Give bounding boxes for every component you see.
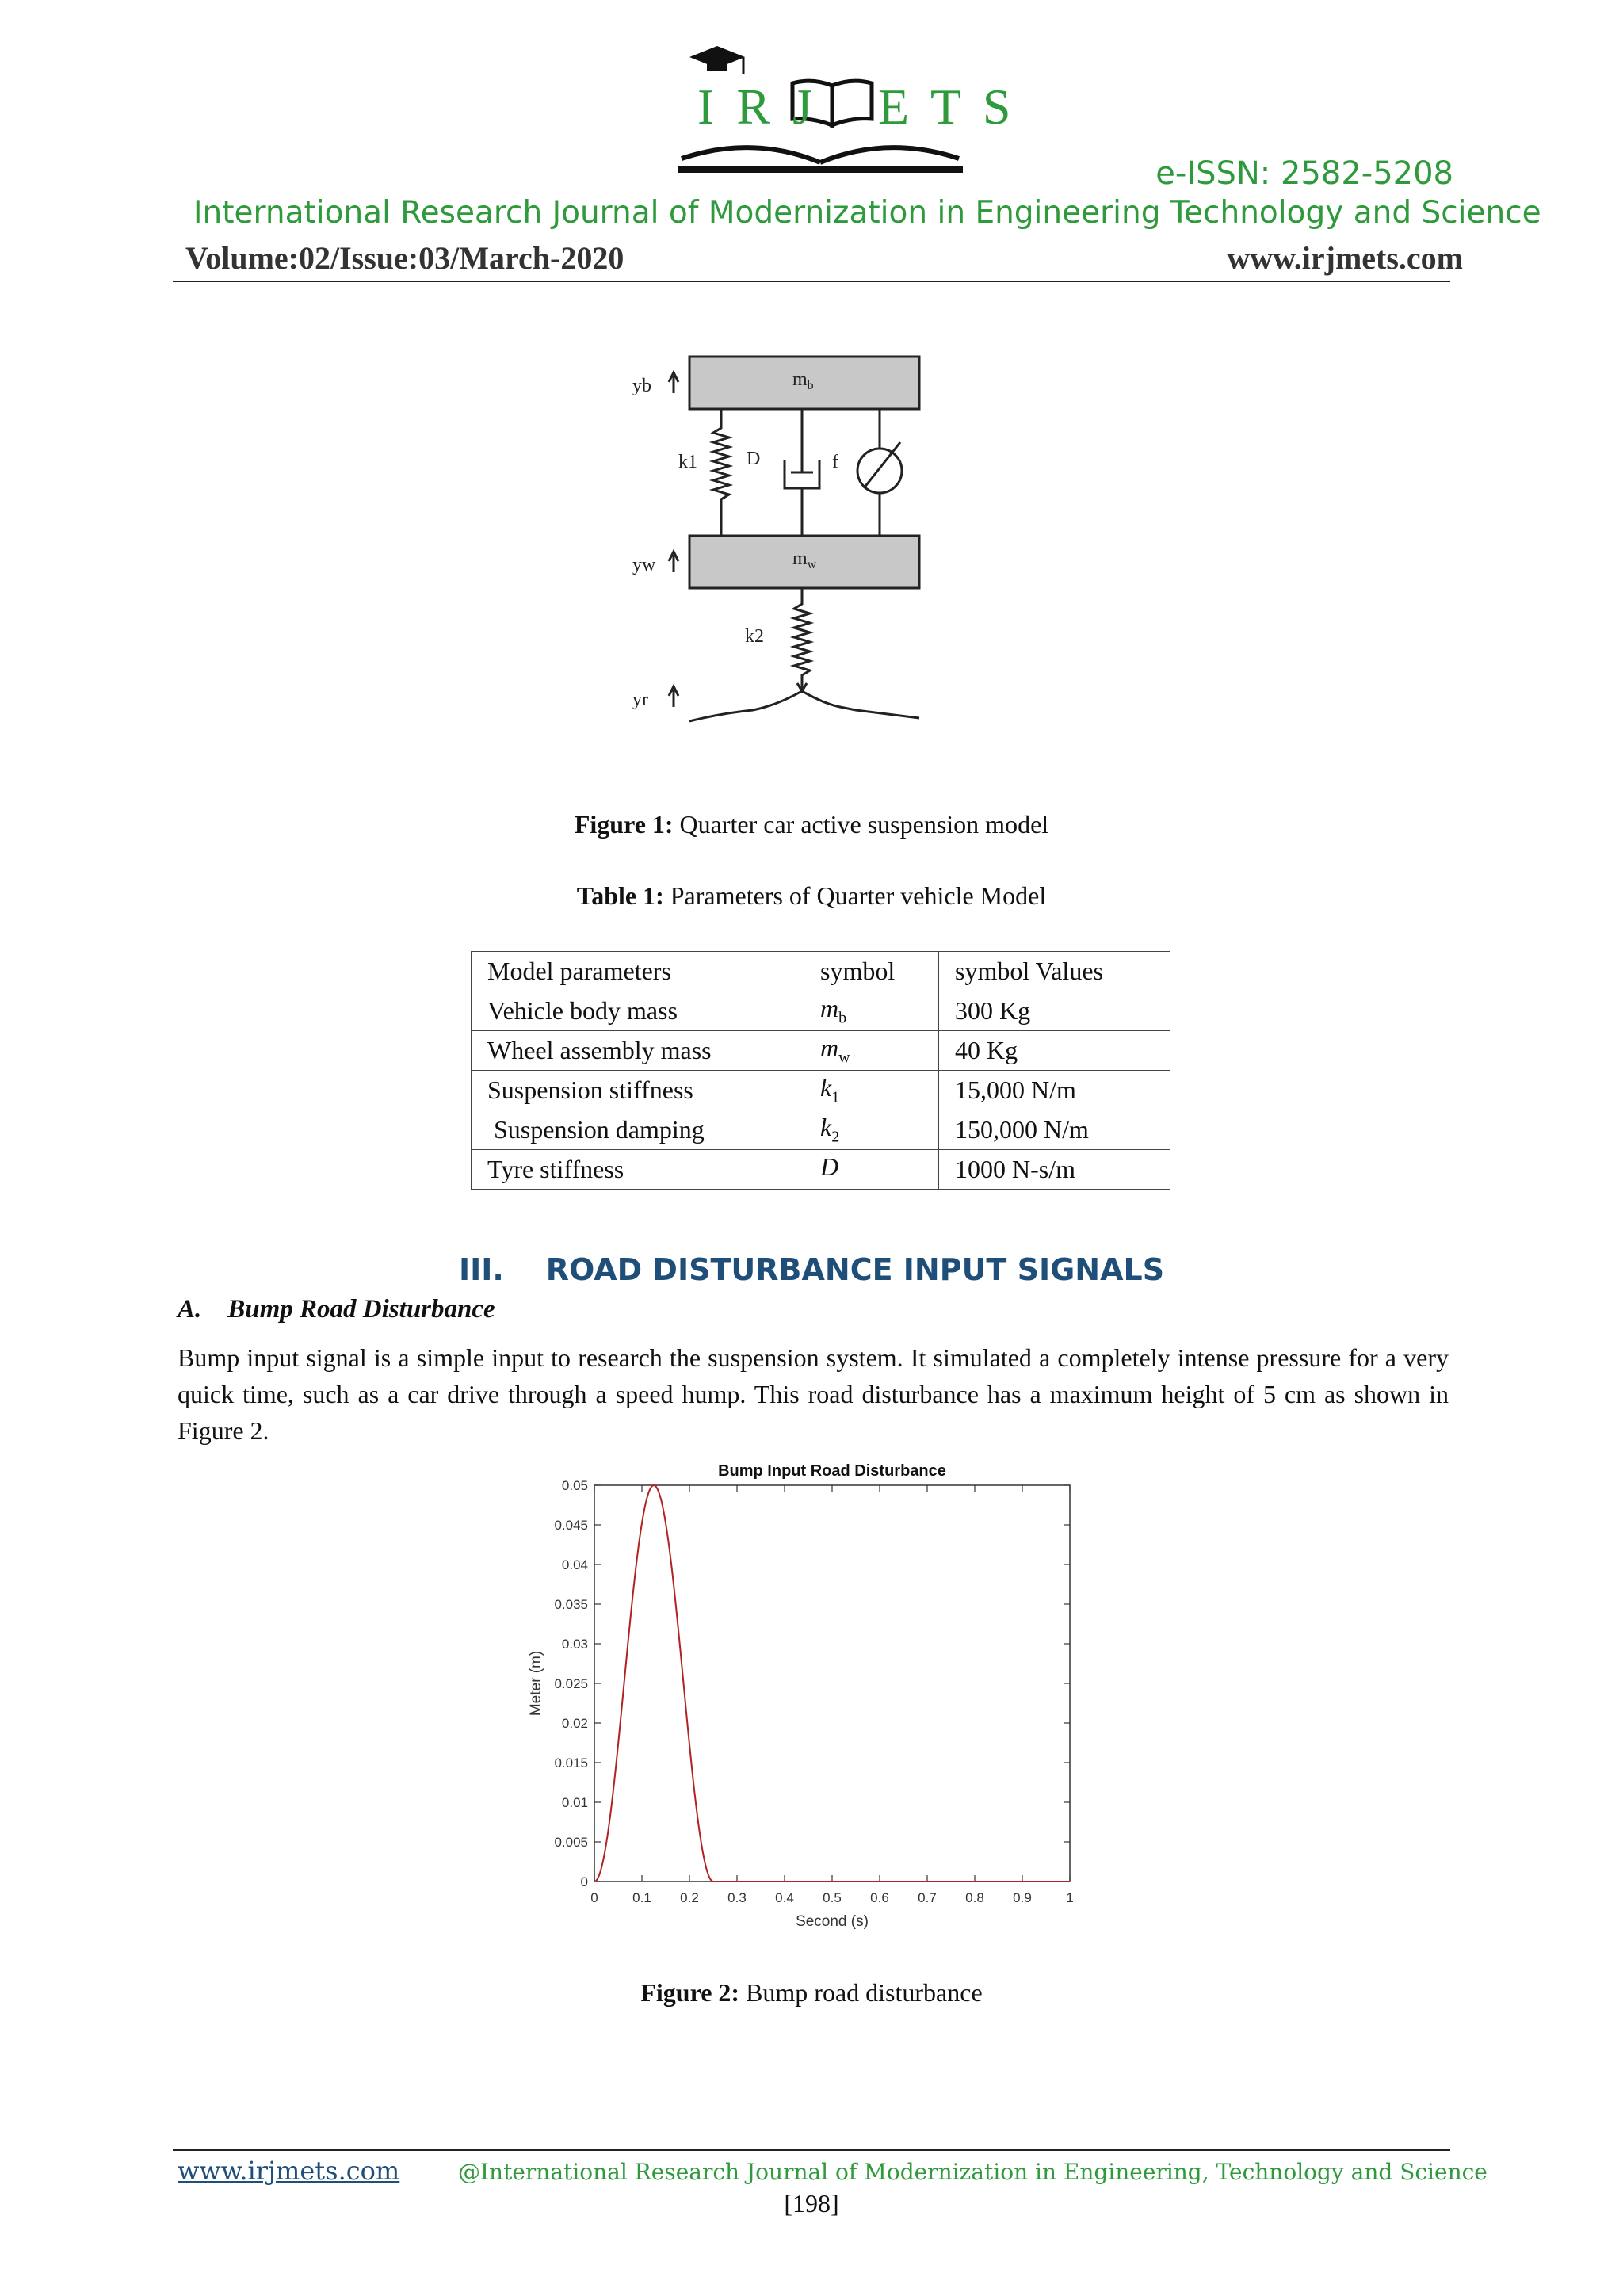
figure2-caption: Figure 2: Bump road disturbance	[640, 1978, 983, 2007]
body-paragraph: Bump input signal is a simple input to research the suspension system. It simulated a completely intense pressure for a very quick time, such as a car drive through a speed hump. This road disturbance has a maximum height of 5 cm as shown in Figure 2.	[178, 1343, 1449, 1445]
quarter-car-diagram	[602, 349, 935, 729]
param-cell: Suspension damping	[472, 1110, 804, 1150]
page-number: [198]	[784, 2189, 839, 2218]
label-yw: yw	[632, 555, 656, 575]
parameters-table	[471, 951, 1170, 1190]
symbol-cell: D	[804, 1150, 939, 1190]
x-axis-label: Second (s)	[796, 1913, 869, 1930]
y-tick-label: 0.035	[554, 1597, 588, 1612]
y-tick-label: 0.02	[561, 1716, 588, 1731]
value-cell: 15,000 N/m	[939, 1071, 1170, 1110]
logo-text: I R J	[697, 78, 817, 135]
subsection-heading: A. Bump Road Disturbance	[178, 1295, 495, 1324]
table-header-cell: symbol Values	[939, 952, 1170, 991]
param-cell: Wheel assembly mass	[472, 1031, 804, 1071]
journal-website: www.irjmets.com	[1227, 240, 1463, 276]
table-header-cell: symbol	[804, 952, 939, 991]
journal-title: International Research Journal of Modernization in Engineering Technology and Science	[193, 195, 1541, 231]
x-tick-label: 0.7	[918, 1890, 937, 1905]
label-k2: k2	[745, 626, 764, 647]
x-tick-label: 0.9	[1013, 1890, 1032, 1905]
y-tick-label: 0.03	[561, 1637, 588, 1652]
section-heading: III. ROAD DISTURBANCE INPUT SIGNALS	[458, 1252, 1165, 1287]
table-row	[472, 1150, 1170, 1190]
table1-caption: Table 1: Parameters of Quarter vehicle Model	[576, 881, 1047, 910]
table-row	[472, 991, 1170, 1031]
y-tick-label: 0.01	[561, 1795, 588, 1810]
y-axis-label: Meter (m)	[528, 1650, 544, 1717]
label-k1: k1	[678, 452, 697, 472]
y-tick-label: 0.05	[561, 1478, 588, 1493]
label-yb: yb	[632, 376, 651, 396]
label-yr: yr	[632, 690, 648, 710]
x-tick-label: 0.1	[632, 1890, 651, 1905]
y-tick-label: 0.005	[554, 1835, 588, 1850]
value-cell: 40 Kg	[939, 1031, 1170, 1071]
x-tick-label: 0.6	[870, 1890, 889, 1905]
plot-area	[594, 1485, 1070, 1881]
x-tick-label: 1	[1066, 1890, 1074, 1905]
label-mw: $m_w$	[792, 548, 817, 571]
x-tick-label: 0.3	[727, 1890, 747, 1905]
label-D: D	[747, 449, 761, 469]
x-tick-label: 0.2	[680, 1890, 699, 1905]
param-cell: Tyre stiffness	[472, 1150, 804, 1190]
x-tick-label: 0.4	[775, 1890, 794, 1905]
param-cell: Vehicle body mass	[472, 991, 804, 1031]
table-header-cell: Model parameters	[472, 952, 804, 991]
y-tick-label: 0.015	[554, 1755, 588, 1771]
x-tick-label: 0.8	[965, 1890, 984, 1905]
y-tick-label: 0	[580, 1874, 588, 1889]
value-cell: 150,000 N/m	[939, 1110, 1170, 1150]
table-row	[472, 1110, 1170, 1150]
param-cell: Suspension stiffness	[472, 1071, 804, 1110]
label-f: f	[832, 452, 838, 472]
table-row	[472, 1071, 1170, 1110]
symbol-cell: $m_b$	[804, 991, 939, 1031]
header-divider	[173, 281, 1450, 282]
footer-website-link[interactable]: www.irjmets.com	[178, 2156, 400, 2186]
value-cell: 300 Kg	[939, 991, 1170, 1031]
value-cell: 1000 N-s/m	[939, 1150, 1170, 1190]
x-tick-label: 0	[590, 1890, 598, 1905]
symbol-cell: $k_2$	[804, 1110, 939, 1150]
figure1-caption: Figure 1: Quarter car active suspension model	[574, 810, 1049, 839]
volume-info: Volume:02/Issue:03/March-2020	[185, 240, 624, 276]
chart-title: Bump Input Road Disturbance	[718, 1462, 946, 1480]
issn: e-ISSN: 2582-5208	[1155, 155, 1453, 192]
symbol-cell: $k_1$	[804, 1071, 939, 1110]
x-tick-label: 0.5	[823, 1890, 842, 1905]
symbol-cell: $m_w$	[804, 1031, 939, 1071]
table-row	[472, 1031, 1170, 1071]
y-tick-label: 0.045	[554, 1518, 588, 1533]
table-header-row	[472, 952, 1170, 991]
svg-text:E T S: E T S	[878, 78, 1016, 135]
footer-copyright: @International Research Journal of Modernization in Engineering, Technology and Science	[458, 2159, 1487, 2185]
bump-disturbance-chart	[515, 1450, 1102, 1942]
y-tick-label: 0.04	[561, 1557, 588, 1572]
journal-logo	[674, 40, 1016, 182]
label-mb: $m_b$	[792, 369, 814, 392]
footer-divider	[173, 2149, 1450, 2151]
y-tick-label: 0.025	[554, 1676, 588, 1691]
